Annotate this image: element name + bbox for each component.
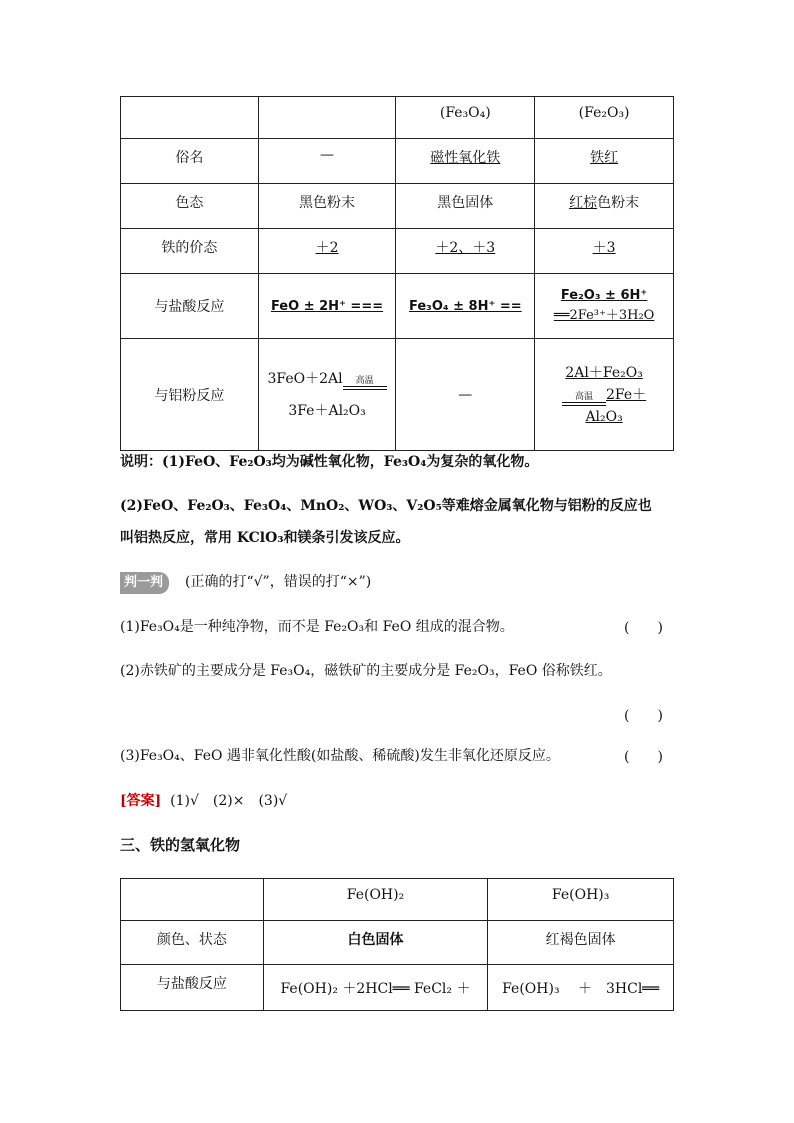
note-1: 说明：(1)FeO、Fe₂O₃均为碱性氧化物，Fe₃O₄为复杂的氧化物。 [120,454,539,470]
judge-badge: 判一判 [120,572,169,594]
cell-text: Fe₃O₄ ± 8H⁺ == [408,299,522,314]
table-cell [535,139,674,184]
header-cell [258,97,396,139]
cell-text: Al₂O₃ [585,408,623,425]
cell-text: 2Fe＋ [606,386,647,403]
table-row [121,184,674,229]
table-cell: — [258,139,396,184]
row-label: 与铝粉反应 [121,339,259,451]
header-cell [121,879,264,921]
question-2: (2)赤铁矿的主要成分是 Fe₃O₄，磁铁矿的主要成分是 Fe₂O₃，FeO 俗称铁红。 [120,663,612,679]
cell-text: 红棕 [569,195,598,211]
table-cell [535,229,674,274]
cell-text: ══2Fe³⁺＋3H₂O [553,308,655,323]
table-cell: Fe(OH)₂ ＋2HCl══ FeCl₂ ＋ [263,965,488,1011]
answer-blank: ( ) [624,620,663,636]
table-row [121,339,674,451]
answer-blank: ( ) [624,708,663,724]
equals-bar [343,386,387,390]
table-cell [535,274,674,339]
cell-text: 3FeO＋2Al [267,370,343,387]
cell-text: 磁性氧化铁 [430,150,501,166]
table-cell: — [396,339,535,451]
row-label: 与盐酸反应 [121,965,264,1011]
judge-header [120,572,371,594]
row-label: 铁的价态 [121,229,259,274]
header-cell-feoh3: Fe(OH)₃ [488,879,674,921]
cell-text: 2Al＋Fe₂O₃ [565,364,643,381]
table-row [121,921,674,965]
row-label: 颜色、状态 [121,921,264,965]
table-cell: 红褐色固体 [488,921,674,965]
note-2-line2: 叫铝热反应，常用 KClO₃和镁条引发该反应。 [120,530,410,546]
condition-text: 高温 [355,375,374,386]
table-cell: 白色固体 [263,921,488,965]
cell-text: ＋3 [592,240,616,256]
table-row [121,965,674,1011]
cell-text: ＋2、＋3 [435,240,496,256]
answer-blank: ( ) [624,749,663,765]
condition-label [343,376,387,390]
question-1: (1)Fe₃O₄是一种纯净物，而不是 Fe₂O₃和 FeO 组成的混合物。 [120,619,514,635]
header-cell-feoh2: Fe(OH)₂ [263,879,488,921]
table-cell [535,339,674,451]
equation-line [535,384,673,406]
table-cell [396,229,535,274]
condition-label [562,392,606,406]
equals-bar [562,402,606,406]
header-cell-fe3o4: (Fe₃O₄) [396,97,535,139]
row-label: 色态 [121,184,259,229]
table-header-row [121,97,674,139]
question-3: (3)Fe₃O₄、FeO 遇非氧化性酸(如盐酸、稀硫酸)发生非氧化还原反应。 [120,748,560,764]
cell-text: 色粉末 [597,195,640,211]
table-cell: Fe(OH)₃ ＋ 3HCl══ [488,965,674,1011]
table-cell [535,184,674,229]
section-title: 三、铁的氢氧化物 [120,836,241,854]
cell-text: ＋2 [315,240,339,256]
iron-oxides-table [120,96,674,451]
iron-hydroxides-table [120,878,674,1011]
condition-text: 高温 [575,391,594,402]
cell-text: FeO ± 2H⁺ === [270,299,384,314]
table-cell: 黑色固体 [396,184,535,229]
header-cell-fe2o3: (Fe₂O₃) [535,97,674,139]
table-header-row [121,879,674,921]
table-cell [396,139,535,184]
row-label: 与盐酸反应 [121,274,259,339]
table-cell [396,274,535,339]
note-2-line1: (2)FeO、Fe₂O₃、Fe₃O₄、MnO₂、WO₃、V₂O₅等难熔金属氧化物与铝粉的反应也 [120,498,652,514]
table-cell: 黑色粉末 [258,184,396,229]
table-row [121,274,674,339]
table-cell [258,274,396,339]
cell-text: 铁红 [590,150,619,166]
table-cell [258,339,396,451]
answer-tag: [答案] [120,793,162,809]
table-row [121,139,674,184]
cell-text: Fe₂O₃ ± 6H⁺ [560,288,648,303]
judge-instruction: (正确的打“√”，错误的打“×”) [185,574,372,590]
answer-line [120,791,287,811]
row-label: 俗名 [121,139,259,184]
table-row [121,229,674,274]
answer-text: (1)√ (2)× (3)√ [170,793,288,809]
table-cell [258,229,396,274]
header-cell [121,97,259,139]
cell-text: 3Fe＋Al₂O₃ [288,402,366,419]
equation-line [259,367,396,391]
